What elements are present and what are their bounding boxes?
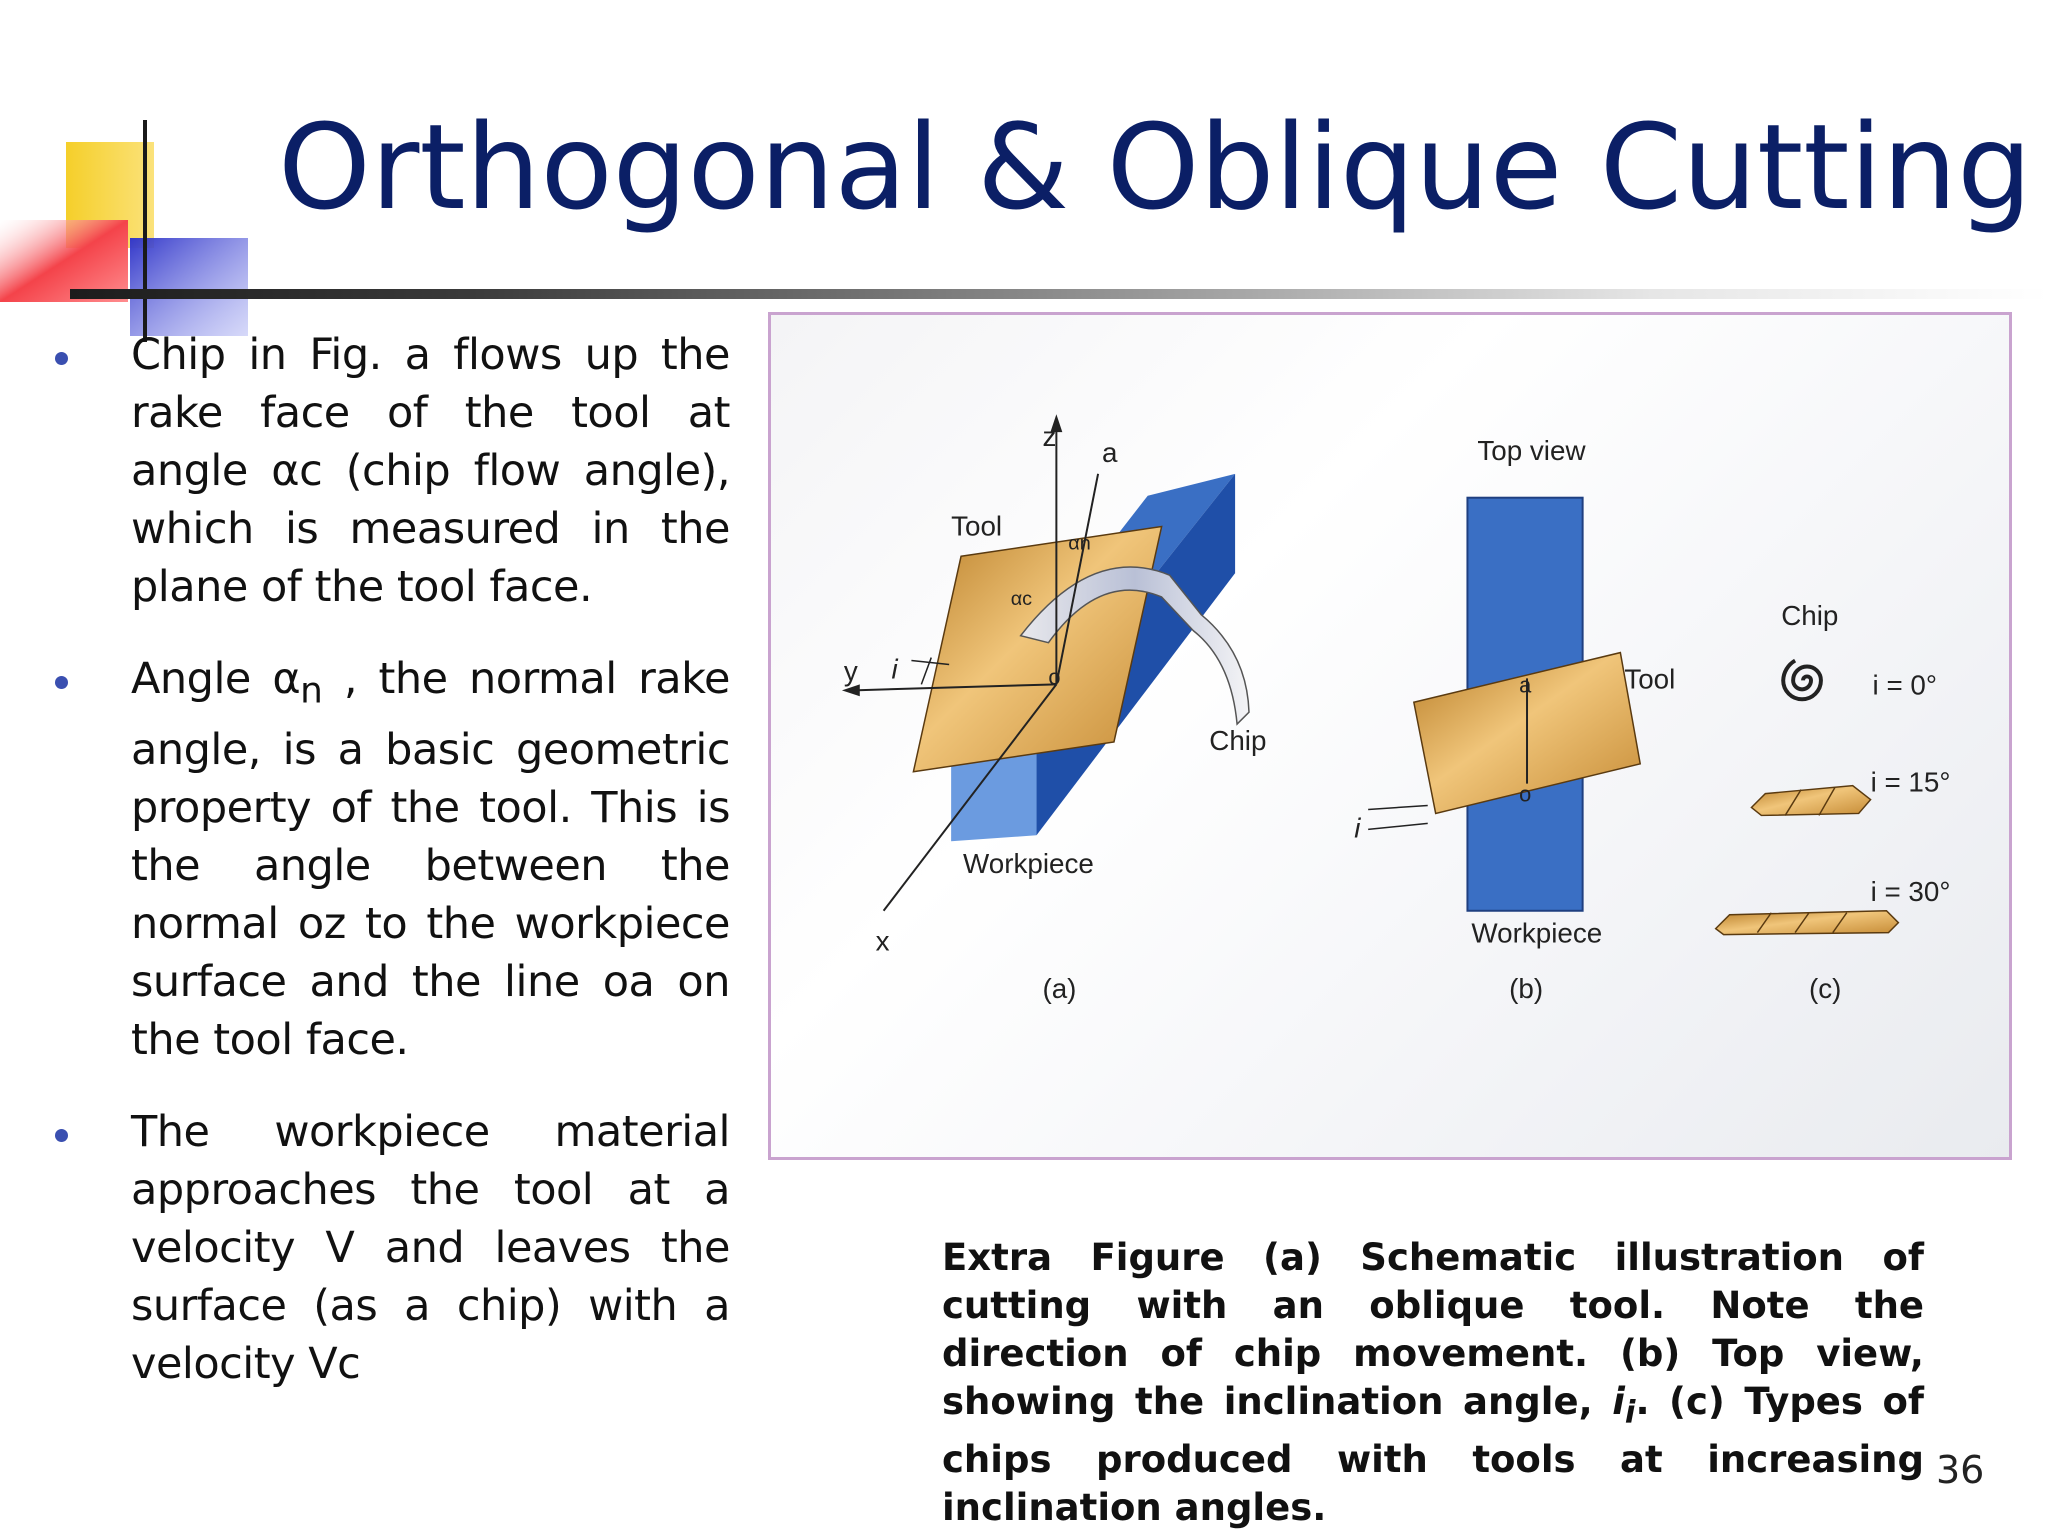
bullet-marker [55, 676, 68, 689]
bullet-list [55, 326, 730, 1427]
label-i: i [891, 653, 898, 685]
label-workpiece: Workpiece [963, 848, 1094, 880]
label-chip-c: Chip [1781, 599, 1839, 631]
bullet-item [55, 326, 730, 616]
corner-decoration [0, 0, 260, 360]
caption-subscript-i: i [1624, 1394, 1636, 1431]
tool-face [913, 526, 1161, 771]
label-alpha-c: αc [1010, 587, 1033, 610]
label-tool: Tool [951, 510, 1003, 542]
bullet-text: Chip in Fig. a flows up the rake face of the tool at angle αc (chip flow angle), which is measured in the plane of the tool face. [131, 330, 730, 612]
bullet-marker [55, 352, 68, 365]
panel-b [1354, 435, 1675, 1004]
caption-c: (c) [1809, 973, 1842, 1005]
label-o-top: o [1519, 781, 1532, 807]
oblique-cutting-figure [768, 312, 2012, 1160]
caption-b: (b) [1509, 973, 1544, 1005]
label-a-top: a [1519, 672, 1532, 698]
caption-a: (a) [1042, 973, 1077, 1005]
caption-text-end: . (c) Types of chips produced with tools at increasing inclination angles. [942, 1380, 1924, 1530]
slide-title: Orthogonal & Oblique Cutting [278, 98, 2032, 236]
bullet-text-rest: , the normal rake angle, is a basic geometric property of the tool. This is the angle between the normal oz to the workpiece surface and the line oa on the tool face. [131, 654, 730, 1065]
label-top-view: Top view [1477, 434, 1586, 466]
bullet-marker [55, 1129, 68, 1142]
label-o: o [1048, 664, 1061, 690]
bullet-text-start: Angle α [131, 654, 301, 704]
spiral-chip-icon [1783, 661, 1821, 700]
page-number: 36 [1936, 1448, 1985, 1492]
label-i-top: i [1354, 812, 1361, 844]
label-z: z [1042, 421, 1057, 453]
label-chip: Chip [1209, 724, 1267, 756]
bullet-item [55, 1103, 730, 1393]
subscript-n: n [300, 670, 323, 712]
caption-italic-i: i [1612, 1380, 1625, 1423]
caption-text-start: Extra Figure (a) Schematic illustration of cutting with an oblique tool. Note the direction of chip movement. (b) Top view, showing the inclination angle, [942, 1236, 1924, 1423]
helical-chip-15-icon [1751, 786, 1870, 816]
figure-caption [942, 1234, 1924, 1532]
label-i30: i = 30° [1870, 875, 1951, 907]
label-alpha-n: αn [1068, 532, 1091, 555]
label-workpiece-top: Workpiece [1471, 917, 1603, 949]
label-i15: i = 15° [1870, 766, 1951, 798]
bullet-text [131, 650, 730, 1069]
panel-a [842, 414, 1267, 1004]
label-tool-top: Tool [1624, 663, 1676, 695]
label-x: x [875, 925, 890, 957]
bullet-item [55, 650, 730, 1069]
panel-c [1716, 600, 1951, 1004]
label-y: y [843, 655, 858, 687]
label-a: a [1102, 436, 1118, 468]
bullet-text: The workpiece material approaches the tool at a velocity V and leaves the surface (as a chip) with a velocity Vc [131, 1106, 730, 1389]
label-i0: i = 0° [1872, 669, 1937, 701]
figure-illustration [771, 315, 2009, 1157]
title-underline [70, 289, 2048, 299]
